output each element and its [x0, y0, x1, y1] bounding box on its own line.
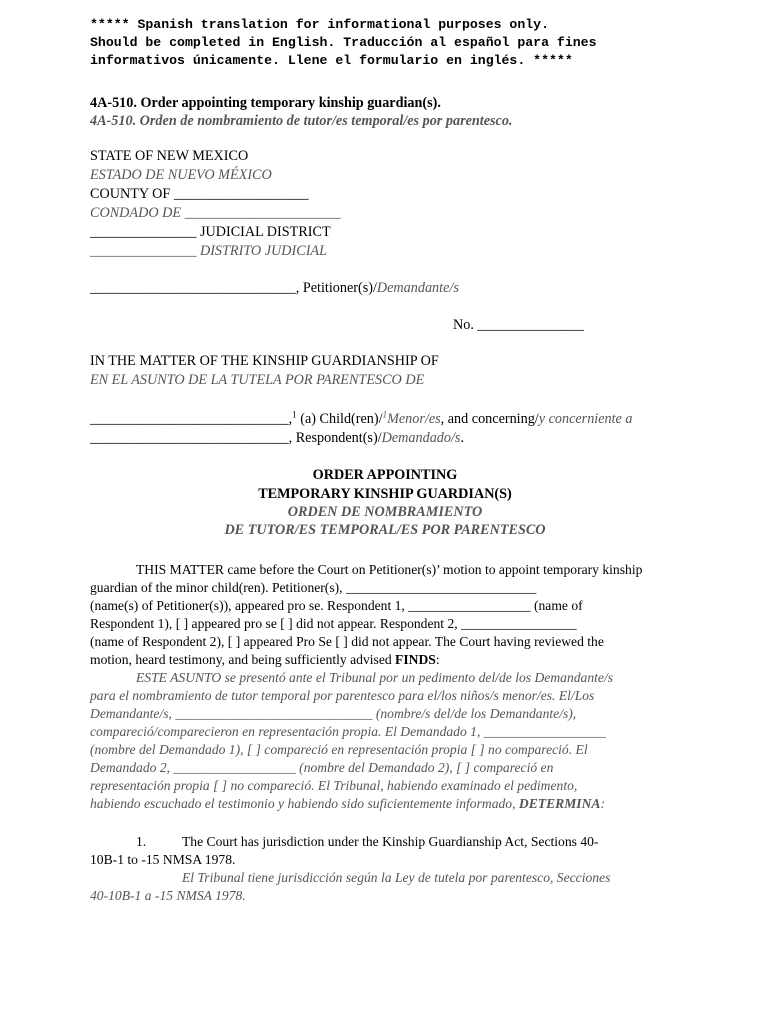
finding-1-es-line-2: 40-10B-1 a -15 NMSA 1978.: [90, 888, 246, 903]
child-line: ____________________________,$^1$ (a) Child(ren)/$^1$Menor/es, and concerning/y concerniente a: [90, 409, 633, 427]
respondent-label-es: Demandado/s: [381, 430, 461, 446]
matter-en: IN THE MATTER OF THE KINSHIP GUARDIANSHIP OF: [90, 353, 439, 369]
heading-en-2: TEMPORARY KINSHIP GUARDIAN(S): [258, 486, 512, 502]
body-en-line-6-end: :: [435, 652, 440, 667]
district-en: _______________ JUDICIAL DISTRICT: [90, 224, 331, 240]
disclaimer-line-3: informativos únicamente. Llene el formulario en inglés. *****: [90, 53, 573, 68]
county-es: CONDADO DE ______________________: [90, 205, 341, 221]
finds-keyword: FINDS: [395, 652, 436, 667]
footnote-ref-es: 1: [382, 409, 388, 420]
body-en-line-4: Respondent 1), [ ] appeared pro se [ ] did not appear. Respondent 2, _________________: [90, 616, 577, 631]
body-es-line-6: Demandado 2, __________________ (nombre del Demandado 2), [ ] compareció en: [90, 760, 554, 775]
respondent-blank: ____________________________: [90, 430, 289, 446]
heading-es-2: DE TUTOR/ES TEMPORAL/ES POR PARENTESCO: [224, 522, 546, 538]
respondent-label-en: , Respondent(s)/: [288, 430, 382, 446]
body-es-line-3: Demandante/s, _____________________________ (nombre/s del/de los Demandante/s),: [90, 706, 577, 721]
body-es-line-7: representación propia [ ] no compareció. El Tribunal, habiendo examinado el pedimento,: [90, 778, 578, 793]
footnote-ref: 1: [292, 409, 297, 420]
respondent-line: [90, 429, 464, 448]
body-en-line-6-text: motion, heard testimony, and being sufficiently advised: [90, 652, 396, 667]
body-es-line-5: (nombre del Demandado 1), [ ] compareció en representación propia [ ] no compareció. El: [90, 742, 588, 757]
body-en-line-2: guardian of the minor child(ren). Petitioner(s), ____________________________: [90, 580, 537, 595]
finding-1-en-line-1: The Court has jurisdiction under the Kinship Guardianship Act, Sections 40-: [182, 834, 599, 849]
child-label-en: (a) Child(ren)/: [296, 411, 383, 427]
matter-es: EN EL ASUNTO DE LA TUTELA POR PARENTESCO DE: [90, 372, 425, 388]
county-en: COUNTY OF ___________________: [90, 186, 309, 202]
determina-keyword: DETERMINA: [518, 796, 601, 811]
child-and: , and concerning/: [440, 411, 539, 427]
child-label-es: Menor/es: [387, 411, 441, 427]
child-blank: ____________________________: [90, 411, 289, 427]
finding-1-es-line-1: El Tribunal tiene jurisdicción según la Ley de tutela por parentesco, Secciones: [182, 870, 611, 885]
disclaimer-line-1: ***** Spanish translation for informational purposes only.: [90, 17, 549, 32]
body-en-line-5: (name of Respondent 2), [ ] appeared Pro Se [ ] did not appear. The Court having reviewed the: [90, 634, 604, 649]
disclaimer-line-2: Should be completed in English. Traducción al español para fines: [90, 35, 597, 50]
body-en-line-3: (name(s) of Petitioner(s)), appeared pro se. Respondent 1, __________________ (name of: [90, 598, 583, 613]
petitioner-label-es: Demandante/s: [376, 280, 459, 296]
body-es-line-1: ESTE ASUNTO se presentó ante el Tribunal por un pedimento del/de los Demandante/s: [136, 670, 614, 685]
body-en-line-1: THIS MATTER came before the Court on Petitioner(s)’ motion to appoint temporary kinship: [136, 562, 643, 577]
form-title-es: 4A-510. Orden de nombramiento de tutor/es temporal/es por parentesco.: [90, 113, 513, 129]
petitioner-blank: _____________________________: [90, 280, 296, 296]
form-title-en: 4A-510. Order appointing temporary kinship guardian(s).: [90, 95, 441, 111]
petitioner-line: [90, 279, 459, 298]
body-en-line-6: [90, 650, 440, 669]
heading-en-1: ORDER APPOINTING: [312, 467, 458, 483]
body-es-line-8-end: :: [600, 796, 606, 811]
state-en: STATE OF NEW MEXICO: [90, 148, 249, 164]
case-number: No. _______________: [453, 317, 584, 333]
finding-1-en-line-2: 10B-1 to -15 NMSA 1978.: [90, 852, 236, 867]
petitioner-label-en: , Petitioner(s)/: [295, 280, 377, 296]
finding-1-number: 1.: [136, 834, 147, 849]
body-es-line-4: compareció/comparecieron en representación propia. El Demandado 1, __________________: [90, 724, 607, 739]
heading-es-1: ORDEN DE NOMBRAMIENTO: [287, 504, 483, 520]
body-es-line-2: para el nombramiento de tutor temporal por parentesco para el/los niños/s menor/es. El/Los: [90, 688, 595, 703]
state-es: ESTADO DE NUEVO MÉXICO: [90, 167, 272, 183]
child-concerning-es: y concerniente a: [538, 411, 633, 427]
respondent-end: .: [460, 430, 464, 446]
body-es-line-8: [90, 794, 605, 813]
body-es-line-8-text: habiendo escuchado el testimonio y habiendo sido suficientemente informado,: [90, 796, 519, 811]
district-es: _______________ DISTRITO JUDICIAL: [90, 243, 327, 259]
